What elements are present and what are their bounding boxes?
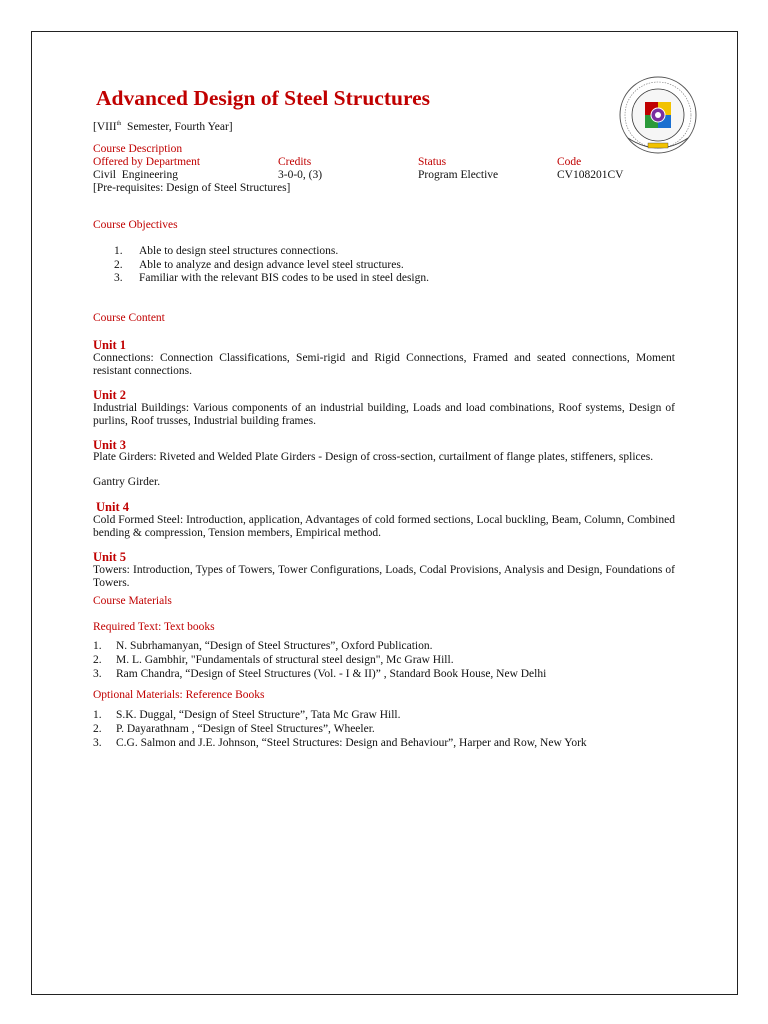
course-materials-heading: Course Materials <box>93 595 172 607</box>
prerequisites: [Pre-requisites: Design of Steel Structures] <box>93 182 291 194</box>
unit-2-title: Unit 2 <box>93 388 126 402</box>
reference-books-list <box>93 708 675 750</box>
list-item: 1. N. Subrhamanyan, “Design of Steel Structures”, Oxford Publication. <box>93 640 433 652</box>
institute-seal-icon <box>612 74 704 156</box>
list-item: 3. C.G. Salmon and J.E. Johnson, “Steel Structures: Design and Behaviour”, Harper and Row, New York <box>93 737 587 749</box>
header-department: Offered by Department <box>93 156 201 168</box>
value-department: Civil Engineering <box>93 169 178 181</box>
list-item: 3. Familiar with the relevant BIS codes to be used in steel design. <box>114 272 429 285</box>
value-status: Program Elective <box>418 169 499 181</box>
list-item: 1. S.K. Duggal, “Design of Steel Structure”, Tata Mc Graw Hill. <box>93 709 401 721</box>
list-item: 2. Able to analyze and design advance level steel structures. <box>114 258 404 271</box>
header-code: Code <box>557 156 582 168</box>
unit-4-title: Unit 4 <box>96 500 129 514</box>
unit-3-text-extra: Gantry Girder. <box>93 476 161 488</box>
objectives-list <box>93 245 653 286</box>
course-objectives-heading: Course Objectives <box>93 219 178 231</box>
list-item: 1. Able to design steel structures connections. <box>114 245 339 257</box>
unit-1-text: Connections: Connection Classifications, Semi-rigid and Rigid Connections, Framed and seated connections, Moment resistant connections. <box>93 352 675 377</box>
list-item: 2. M. L. Gambhir, "Fundamentals of structural steel design", Mc Graw Hill. <box>93 654 454 666</box>
header-credits: Credits <box>278 156 312 168</box>
value-code: CV108201CV <box>557 169 624 181</box>
unit-4-text: Cold Formed Steel: Introduction, application, Advantages of cold formed sections, Local buckling, Beam, Column, Combined bending & compression, Tension members, Empirical method. <box>93 514 675 539</box>
unit-2-text: Industrial Buildings: Various components of an industrial building, Loads and load combinations, Roof systems, Design of purlins, Roof trusses, Industrial building frames. <box>93 402 675 427</box>
value-credits: 3-0-0, (3) <box>278 169 323 181</box>
course-content-heading: Course Content <box>93 312 165 324</box>
unit-5-title: Unit 5 <box>93 550 126 564</box>
required-text-heading: Required Text: Text books <box>93 621 215 633</box>
semester-line: [VIIIth Semester, Fourth Year] <box>93 121 233 133</box>
list-item: 3. Ram Chandra, “Design of Steel Structures (Vol. - I & II)” , Standard Book House, New Delhi <box>93 668 547 680</box>
list-item: 2. P. Dayarathnam , “Design of Steel Structures”, Wheeler. <box>93 723 375 735</box>
required-books-list <box>93 639 675 681</box>
unit-1-title: Unit 1 <box>93 338 126 352</box>
optional-materials-heading: Optional Materials: Reference Books <box>93 689 265 701</box>
unit-3-text: Plate Girders: Riveted and Welded Plate Girders - Design of cross-section, curtailment of flange plates, stiffeners, splices. <box>93 451 654 463</box>
unit-3-title: Unit 3 <box>93 438 126 452</box>
course-title: Advanced Design of Steel Structures <box>96 86 431 110</box>
course-description-heading: Course Description <box>93 143 183 155</box>
unit-5-text: Towers: Introduction, Types of Towers, Tower Configurations, Loads, Codal Provisions, Analysis and Design, Foundations of Towers. <box>93 564 675 589</box>
header-status: Status <box>418 156 447 168</box>
